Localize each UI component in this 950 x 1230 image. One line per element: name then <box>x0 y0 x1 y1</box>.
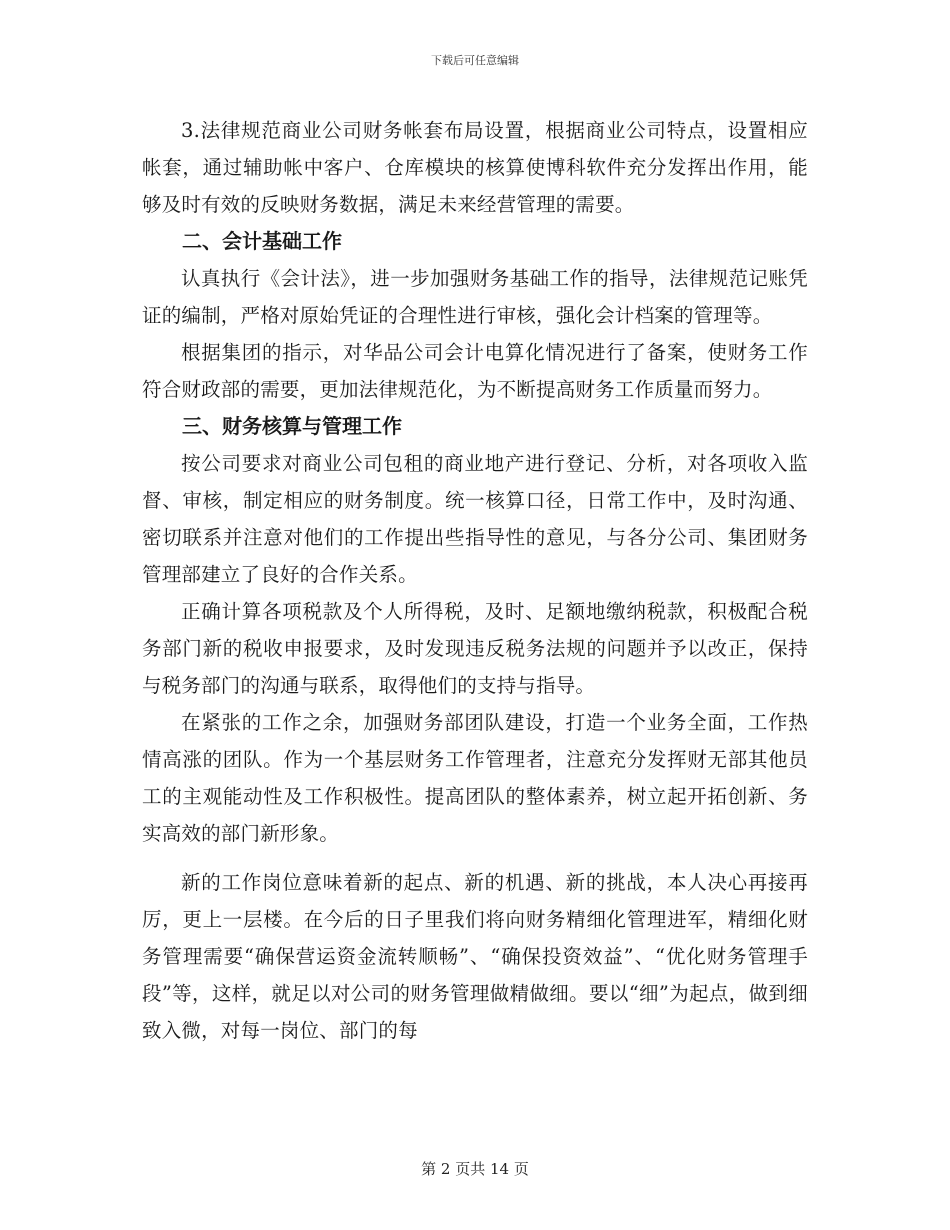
document-body <box>142 112 808 1049</box>
section-heading-2: 二、会计基础工作 <box>182 229 342 253</box>
section-heading-3: 三、财务核算与管理工作 <box>182 414 402 438</box>
paragraph-1: 3.法律规范商业公司财务帐套布局设置，根据商业公司特点，设置相应帐套，通过辅助帐中客户、仓库模块的核算使博科软件充分发挥出作用，能够及时有效的反映财务数据，满足未来经营管理的需要。 <box>142 119 808 216</box>
paragraph-4: 按公司要求对商业公司包租的商业地产进行登记、分析，对各项收入监督、审核，制定相应的财务制度。统一核算口径，日常工作中，及时沟通、密切联系并注意对他们的工作提出些指导性的意见，与各分公司、集团财务管理部建立了良好的合作关系。 <box>142 452 808 586</box>
page-header: 下载后可任意编辑 <box>431 54 519 67</box>
paragraph-5: 正确计算各项税款及个人所得税，及时、足额地缴纳税款，积极配合税务部门新的税收申报要求，及时发现违反税务法规的问题并予以改正，保持与税务部门的沟通与联系，取得他们的支持与指导。 <box>142 600 808 697</box>
page-footer: 第 2 页共 14 页 <box>421 1160 529 1178</box>
paragraph-3: 根据集团的指示，对华品公司会计电算化情况进行了备案，使财务工作符合财政部的需要，更加法律规范化，为不断提高财务工作质量而努力。 <box>142 341 808 401</box>
paragraph-2: 认真执行《会计法》，进一步加强财务基础工作的指导，法律规范记账凭证的编制，严格对原始凭证的合理性进行审核，强化会计档案的管理等。 <box>142 267 808 327</box>
paragraph-7: 新的工作岗位意味着新的起点、新的机遇、新的挑战，本人决心再接再厉，更上一层楼。在今后的日子里我们将向财务精细化管理进军，精细化财务管理需要“确保营运资金流转顺畅”、“确保投资效益”、“优化财务管理手段”等，这样，就足以对公司的财务管理做精做细。要以“细”为起点，做到细致入微，对每一岗位、部门的每 <box>142 871 808 1042</box>
paragraph-6: 在紧张的工作之余，加强财务部团队建设，打造一个业务全面，工作热情高涨的团队。作为一个基层财务工作管理者，注意充分发挥财无部其他员工的主观能动性及工作积极性。提高团队的整体素养，树立起开拓创新、务实高效的部门新形象。 <box>142 711 808 845</box>
